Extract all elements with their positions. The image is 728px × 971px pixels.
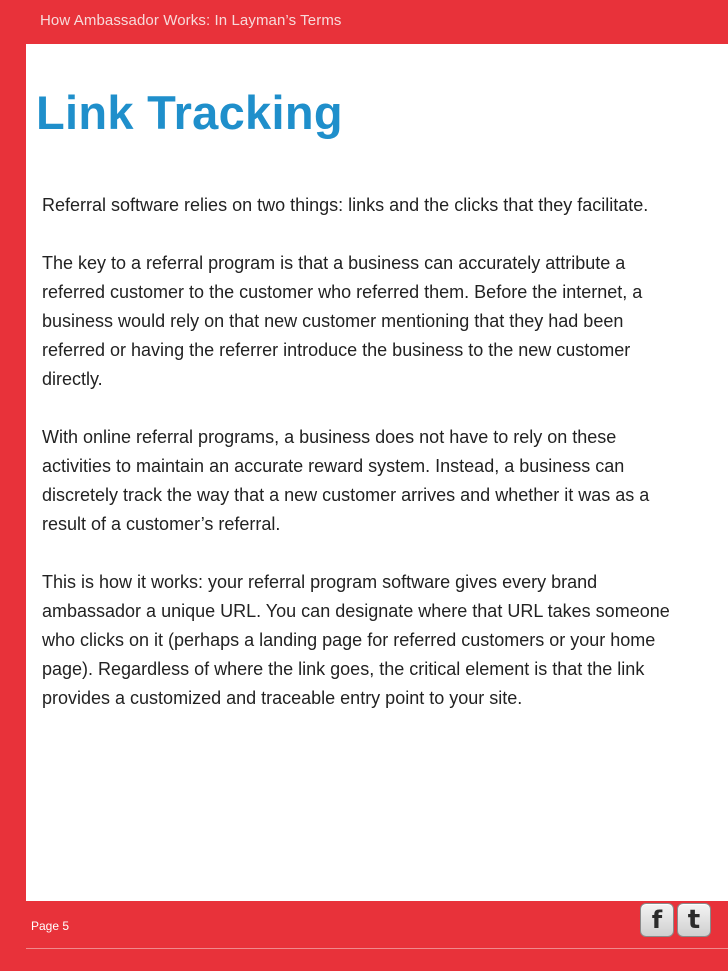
page-content	[26, 44, 728, 901]
header-bar	[0, 0, 728, 44]
facebook-glyph: f	[651, 906, 663, 934]
paragraph: Referral software relies on two things: links and the clicks that they facilitate.	[42, 195, 649, 215]
paragraph: With online referral programs, a business does not have to rely on these activities to maintain an accurate reward system. Instead, a business can discretely track the way that a new customer arrives and whether it was as a result of a customer’s referral.	[42, 427, 650, 534]
bottom-strip	[0, 949, 728, 971]
page-title: Link Tracking	[36, 86, 343, 139]
twitter-icon[interactable]	[677, 903, 711, 937]
document-header-title: How Ambassador Works: In Layman’s Terms	[40, 12, 342, 29]
paragraph: This is how it works: your referral program software gives every brand ambassador a unique URL. You can designate where that URL takes someone who clicks on it (perhaps a landing page for referred customers or your home page). Regardless of where the link goes, the critical element is that the link provides a customized and traceable entry point to your site.	[42, 572, 670, 708]
facebook-icon[interactable]	[640, 903, 674, 937]
body-text	[42, 191, 682, 742]
paragraph: The key to a referral program is that a business can accurately attribute a referred customer to the customer who referred them. Before the internet, a business would rely on that new customer mentioning that they had been referred or having the referrer introduce the business to the new customer directly.	[42, 253, 643, 389]
page-number: Page 5	[31, 919, 70, 933]
twitter-glyph: t	[687, 905, 701, 935]
footer-bar	[26, 901, 728, 949]
